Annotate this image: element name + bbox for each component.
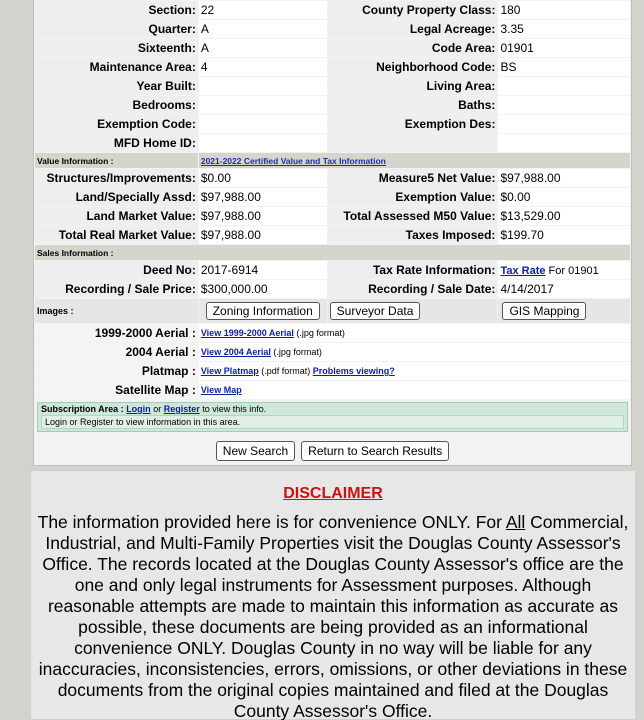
aerial-1999-label: 1999-2000 Aerial : xyxy=(35,324,198,342)
aerial-2004-link[interactable]: View 2004 Aerial xyxy=(200,347,271,357)
value-field-label: Taxes Imposed: xyxy=(328,226,498,244)
property-field-label: Maintenance Area: xyxy=(35,58,198,76)
subscription-prefix: Subscription Area : xyxy=(41,404,127,414)
disclaimer-title: DISCLAIMER xyxy=(283,485,383,502)
property-field-value: A xyxy=(199,39,327,57)
subscription-line xyxy=(41,404,624,414)
sales-info-header xyxy=(35,245,630,260)
property-field-value: 3.35 xyxy=(498,20,630,38)
property-field-label xyxy=(328,134,498,152)
platmap-problems-link[interactable]: Problems viewing? xyxy=(312,366,395,376)
value-field-value: $13,529.00 xyxy=(498,207,630,225)
aerial-1999-link[interactable]: View 1999-2000 Aerial xyxy=(200,328,294,338)
satellite-map-link[interactable]: View Map xyxy=(200,385,242,395)
tax-rate-link[interactable]: Tax Rate xyxy=(500,265,546,277)
subscription-suffix: to view this info. xyxy=(199,404,267,414)
property-field-row xyxy=(35,96,630,114)
value-field-value: $0.00 xyxy=(498,188,630,206)
value-info-header xyxy=(35,153,630,168)
property-field-row xyxy=(35,77,630,95)
aerial-2004-label: 2004 Aerial : xyxy=(35,343,198,361)
disclaimer-box xyxy=(30,470,636,720)
platmap-label: Platmap : xyxy=(35,362,198,380)
property-field-row xyxy=(35,39,630,57)
sales-info-label: Sales Information : xyxy=(35,245,630,260)
property-field-value: 01901 xyxy=(498,39,630,57)
value-field-value: $97,988.00 xyxy=(199,188,327,206)
subscription-or: or xyxy=(150,404,164,414)
property-field-label: Living Area: xyxy=(328,77,498,95)
satellite-label: Satellite Map : xyxy=(35,381,198,399)
value-field-label: Structures/Improvements: xyxy=(35,169,198,187)
property-field-value xyxy=(498,134,630,152)
tax-rate-cell xyxy=(498,261,630,279)
images-label: Images : xyxy=(35,299,198,323)
images-row xyxy=(35,299,630,323)
property-field-value xyxy=(199,115,327,133)
aerial-1999-row xyxy=(35,324,630,342)
aerial-1999-format: (.jpg format) xyxy=(293,328,345,338)
deed-label: Deed No: xyxy=(35,261,198,279)
property-field-label: Section: xyxy=(35,1,198,19)
value-field-label: Land Market Value: xyxy=(35,207,198,225)
login-link[interactable]: Login xyxy=(126,404,151,414)
disclaimer-all: All xyxy=(505,512,526,532)
recording-date-value: 4/14/2017 xyxy=(498,280,630,298)
property-field-label: Quarter: xyxy=(35,20,198,38)
property-field-label: Baths: xyxy=(328,96,498,114)
value-field-row xyxy=(35,207,630,225)
value-field-value: $0.00 xyxy=(199,169,327,187)
property-field-label: MFD Home ID: xyxy=(35,134,198,152)
property-field-label: Neighborhood Code: xyxy=(328,58,498,76)
property-field-value: 22 xyxy=(199,1,327,19)
property-field-row xyxy=(35,20,630,38)
value-field-label: Land/Specially Assd: xyxy=(35,188,198,206)
property-field-value xyxy=(498,115,630,133)
surveyor-data-button[interactable]: Surveyor Data xyxy=(330,302,421,320)
property-field-row xyxy=(35,134,630,152)
value-field-row xyxy=(35,169,630,187)
property-field-label: Exemption Code: xyxy=(35,115,198,133)
platmap-format: (.pdf format) xyxy=(258,366,313,376)
deed-row xyxy=(35,261,630,279)
return-to-results-button[interactable]: Return to Search Results xyxy=(301,441,449,461)
property-field-value: 180 xyxy=(498,1,630,19)
property-field-row xyxy=(35,1,630,19)
value-field-value: $97,988.00 xyxy=(498,169,630,187)
disclaimer-text-rest: Commercial, Industrial, and Multi-Family Properties visit the Douglas County Assessor's Office. The records located at the Douglas County Assessor's office are the one and only legal instruments for Assessment purposes. Although reasonable attempts are made to maintain this information as accurate as possible, these documents are being provided as an informational convenience ONLY. Douglas County in no way will be liable for any inaccuracies, inconsistencies, errors, omissions, or other deviations in these documents from the original copies maintained and filed at the Douglas County Assessor's Office. xyxy=(38,512,629,720)
property-field-row xyxy=(35,115,630,133)
property-field-row xyxy=(35,58,630,76)
tax-rate-label: Tax Rate Information: xyxy=(328,261,498,279)
property-field-label: Legal Acreage: xyxy=(328,20,498,38)
property-field-value xyxy=(199,77,327,95)
property-details-panel xyxy=(33,0,632,466)
disclaimer-text-start: The information provided here is for convenience ONLY. For xyxy=(37,512,506,532)
property-table xyxy=(34,0,631,400)
aerial-2004-format: (.jpg format) xyxy=(270,347,322,357)
value-field-value: $97,988.00 xyxy=(199,207,327,225)
value-field-value: $199.70 xyxy=(498,226,630,244)
property-field-label: Bedrooms: xyxy=(35,96,198,114)
subscription-area xyxy=(37,402,628,432)
search-buttons xyxy=(34,441,631,461)
property-field-value xyxy=(199,134,327,152)
value-field-value: $97,988.00 xyxy=(199,226,327,244)
platmap-row xyxy=(35,362,630,380)
value-field-label: Exemption Value: xyxy=(328,188,498,206)
register-link[interactable]: Register xyxy=(163,404,200,414)
recording-price-label: Recording / Sale Price: xyxy=(35,280,198,298)
recording-row xyxy=(35,280,630,298)
certified-value-link[interactable]: 2021-2022 Certified Value and Tax Information xyxy=(200,155,386,166)
subscription-message: Login or Register to view information in this area. xyxy=(41,415,624,429)
recording-date-label: Recording / Sale Date: xyxy=(328,280,498,298)
property-field-value: 4 xyxy=(199,58,327,76)
value-info-label: Value Information : xyxy=(35,153,198,168)
property-field-label: Year Built: xyxy=(35,77,198,95)
property-field-label: Code Area: xyxy=(328,39,498,57)
deed-value: 2017-6914 xyxy=(199,261,327,279)
disclaimer-text xyxy=(31,512,635,720)
property-field-value xyxy=(498,77,630,95)
zoning-info-button[interactable]: Zoning Information xyxy=(206,302,320,320)
new-search-button[interactable]: New Search xyxy=(216,441,295,461)
platmap-link[interactable]: View Platmap xyxy=(200,366,259,376)
value-field-row xyxy=(35,188,630,206)
value-field-label: Total Real Market Value: xyxy=(35,226,198,244)
property-field-value xyxy=(199,96,327,114)
property-field-value: BS xyxy=(498,58,630,76)
property-field-value xyxy=(498,96,630,114)
satellite-row xyxy=(35,381,630,399)
recording-price-value: $300,000.00 xyxy=(199,280,327,298)
aerial-2004-row xyxy=(35,343,630,361)
value-field-label: Total Assessed M50 Value: xyxy=(328,207,498,225)
gis-mapping-button[interactable]: GIS Mapping xyxy=(502,302,586,320)
value-field-row xyxy=(35,226,630,244)
property-field-label: Exemption Des: xyxy=(328,115,498,133)
property-field-value: A xyxy=(199,20,327,38)
value-field-label: Measure5 Net Value: xyxy=(328,169,498,187)
property-field-label: County Property Class: xyxy=(328,1,498,19)
tax-rate-suffix: For 01901 xyxy=(545,265,599,277)
property-field-label: Sixteenth: xyxy=(35,39,198,57)
